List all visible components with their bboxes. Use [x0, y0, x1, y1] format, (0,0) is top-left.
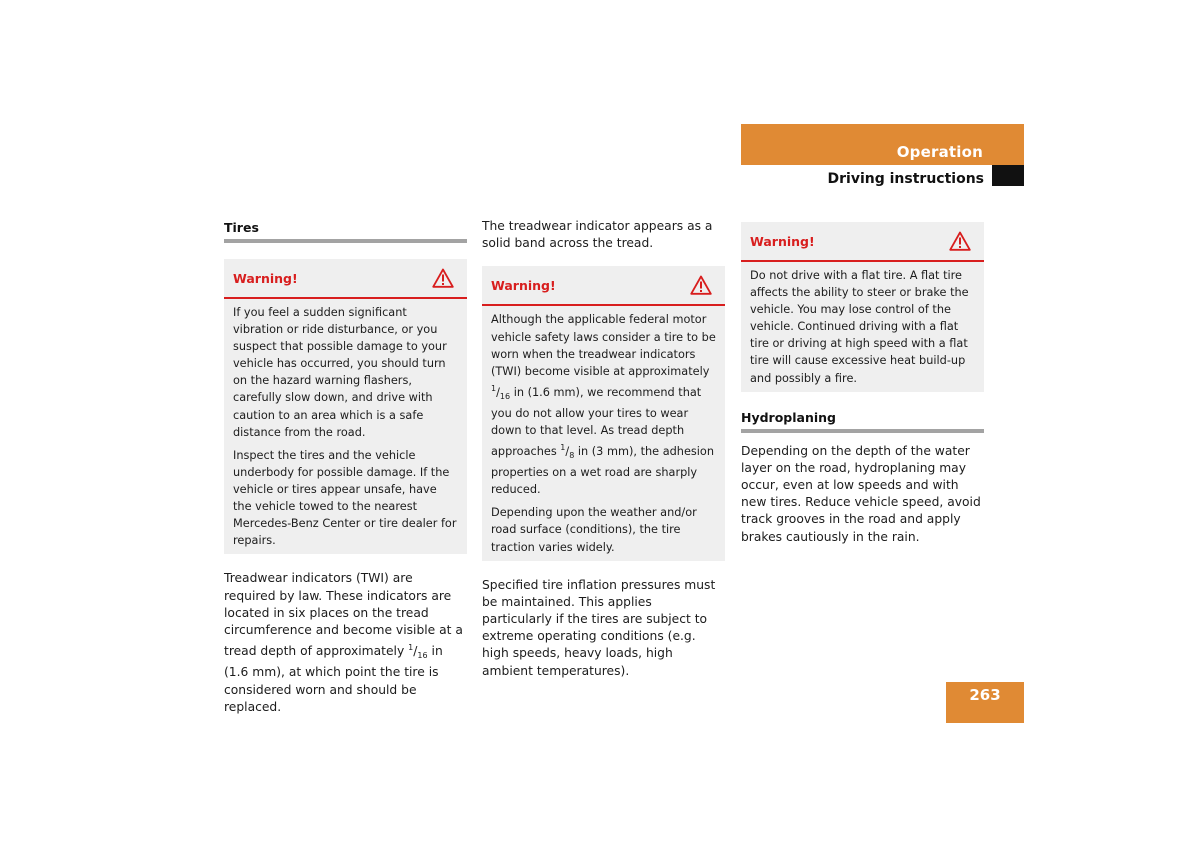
warning-title: Warning!: [233, 271, 298, 286]
fraction: $^1/_{16}$: [408, 643, 428, 661]
page-number-box: [946, 682, 1024, 723]
hydroplaning-paragraph: Depending on the depth of the water layer on the road, hydroplaning may occur, even at low speeds and with new tires. Reduce vehicle speed, avoid track grooves in the road and apply brakes cautiously in the rain.: [741, 443, 981, 544]
hydroplaning-heading: Hydroplaning: [741, 408, 984, 433]
text-run: Although the applicable federal motor vehicle safety laws consider a tire to be worn when the treadwear indicators (TWI) become visible at approximately: [491, 313, 716, 378]
column-2: [482, 218, 725, 680]
warning-header: [741, 222, 984, 262]
text-run: Treadwear indicators (TWI) are required by law. These indicators are located in six places on the tread circumference and become visible at a tread depth of approximately: [224, 571, 463, 659]
text-run: in (3 mm), the adhesion properties on a wet road are sharply reduced.: [491, 445, 714, 497]
fraction: $^1/_8$: [560, 443, 575, 461]
warning-box-vibration: [224, 259, 467, 554]
warning-paragraph: Inspect the tires and the vehicle underbody for possible damage. If the vehicle or tires appear unsafe, have the vehicle towed to the nearest Mercedes-Benz Center or tire dealer for repairs.: [233, 448, 457, 548]
warning-body: [482, 306, 725, 560]
fraction: $^1/_{16}$: [491, 383, 511, 401]
warning-box-treadwear: [482, 266, 725, 560]
warning-body: [741, 262, 984, 392]
warning-header: [224, 259, 467, 299]
header-bar: [741, 124, 1024, 165]
fraction-denominator: 8: [569, 451, 575, 461]
warning-paragraph: Depending upon the weather and/or road surface (conditions), the tire traction varies widely.: [491, 506, 697, 554]
warning-box-flat-tire: [741, 222, 984, 392]
text-run: in (1.6 mm), at which point the tire is considered worn and should be replaced.: [224, 644, 443, 714]
warning-paragraph: If you feel a sudden significant vibration or ride disturbance, or you suspect that possible damage to your vehicle has occurred, you should turn on the hazard warning flashers, carefully slow down, and drive with caution to an area which is a safe distance from the road.: [233, 306, 447, 439]
warning-triangle-icon: [690, 275, 712, 295]
warning-paragraph: [491, 311, 716, 498]
section-title: Operation: [896, 143, 983, 161]
twi-paragraph: [224, 570, 467, 716]
warning-body: [224, 299, 467, 554]
intro-paragraph: The treadwear indicator appears as a solid band across the tread.: [482, 219, 713, 251]
text-run: in (1.6 mm), we recommend that you do not allow your tires to wear down to that level. As tread depth approaches: [491, 385, 702, 459]
warning-title: Warning!: [491, 278, 556, 294]
warning-triangle-icon: [432, 268, 454, 288]
column-1: [224, 218, 467, 716]
fraction-denominator: 16: [417, 651, 428, 661]
warning-title: Warning!: [750, 234, 815, 249]
fraction-numerator: 1: [560, 443, 566, 453]
subsection-title: Driving instructions: [827, 171, 984, 187]
tires-heading: Tires: [224, 218, 467, 243]
warning-triangle-icon: [949, 231, 971, 251]
fraction-denominator: 16: [499, 391, 511, 401]
fraction-numerator: 1: [491, 383, 497, 393]
fraction-numerator: 1: [408, 643, 414, 653]
warning-header: [482, 266, 725, 306]
header-marker: [992, 165, 1024, 186]
inflation-paragraph: Specified tire inflation pressures must be maintained. This applies particularly if the tires are subject to extreme operating conditions (e.g. high speeds, heavy loads, high ambient temperatures).: [482, 577, 716, 678]
page-number: 263: [969, 686, 1001, 704]
warning-paragraph: Do not drive with a flat tire. A flat tire affects the ability to steer or brake the vehicle. You may lose control of the vehicle. Continued driving with a flat tire or driving at high speed with a flat tire will cause excessive heat build-up and possibly a fire.: [750, 269, 969, 385]
column-3: [741, 218, 984, 546]
